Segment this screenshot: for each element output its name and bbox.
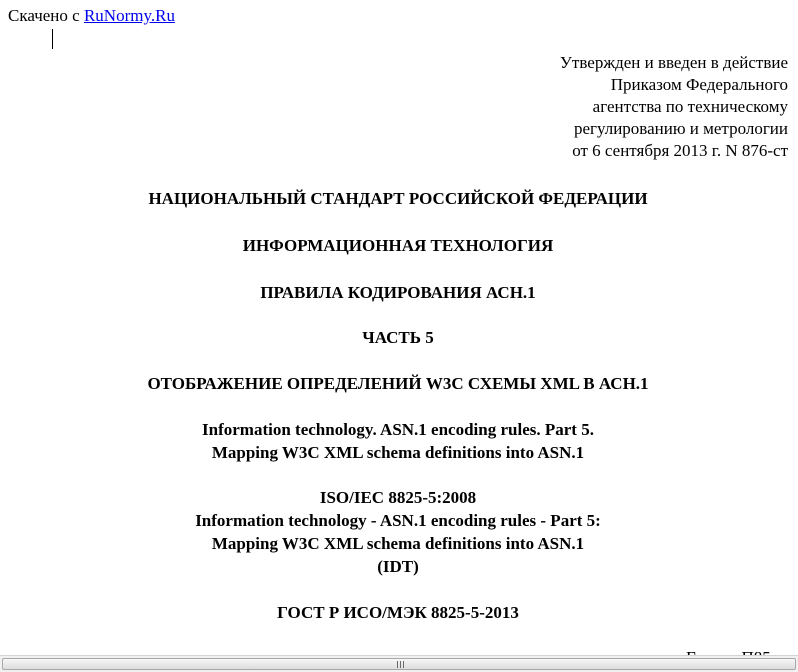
scrollbar-thumb[interactable] bbox=[2, 658, 796, 670]
iso-block bbox=[0, 486, 796, 578]
part-heading bbox=[0, 326, 796, 349]
standard-type-heading bbox=[0, 187, 796, 210]
gost-heading bbox=[0, 601, 796, 624]
part-ru-text: ЧАСТЬ 5 bbox=[362, 328, 434, 347]
iso-degree: (IDT) bbox=[377, 557, 419, 576]
iso-code: ISO/IEC 8825-5:2008 bbox=[319, 488, 477, 507]
approval-line: агентства по техническому bbox=[592, 97, 788, 116]
approval-line: Приказом Федерального bbox=[610, 75, 788, 94]
title-en-line-1: Information technology. ASN.1 encoding rules. Part 5. bbox=[202, 420, 594, 439]
approval-block bbox=[560, 52, 788, 162]
source-prefix: Скачено с bbox=[8, 6, 80, 25]
approval-line: от 6 сентября 2013 г. N 876-ст bbox=[572, 141, 788, 160]
source-line bbox=[8, 6, 175, 26]
approval-line: Утвержден и введен в действие bbox=[559, 53, 788, 72]
title-en-line-2: Mapping W3C XML schema definitions into ASN.1 bbox=[211, 443, 585, 462]
subtitle-ru-heading bbox=[0, 372, 796, 395]
iso-title-line-2: Mapping W3C XML schema definitions into ASN.1 bbox=[211, 534, 585, 553]
approval-line: регулированию и метрологии bbox=[573, 119, 788, 138]
subtitle-ru-text: ОТОБРАЖЕНИЕ ОПРЕДЕЛЕНИЙ W3C СХЕМЫ XML В АСН.1 bbox=[147, 374, 649, 393]
standard-type-text: НАЦИОНАЛЬНЫЙ СТАНДАРТ РОССИЙСКОЙ ФЕДЕРАЦИИ bbox=[148, 189, 648, 208]
title-en-block bbox=[0, 418, 796, 464]
title-ru-2-text: ПРАВИЛА КОДИРОВАНИЯ АСН.1 bbox=[260, 283, 536, 302]
text-cursor bbox=[52, 29, 53, 49]
runormy-link[interactable]: RuNormy.Ru bbox=[83, 6, 175, 25]
title-ru-1-text: ИНФОРМАЦИОННАЯ ТЕХНОЛОГИЯ bbox=[242, 236, 554, 255]
gost-code: ГОСТ Р ИСО/МЭК 8825-5-2013 bbox=[277, 603, 519, 622]
title-ru-heading-1 bbox=[0, 234, 796, 257]
title-ru-heading-2 bbox=[0, 281, 796, 304]
horizontal-scrollbar[interactable] bbox=[0, 655, 798, 672]
iso-title-line-1: Information technology - ASN.1 encoding rules - Part 5: bbox=[195, 511, 601, 530]
grip-icon bbox=[396, 661, 406, 668]
